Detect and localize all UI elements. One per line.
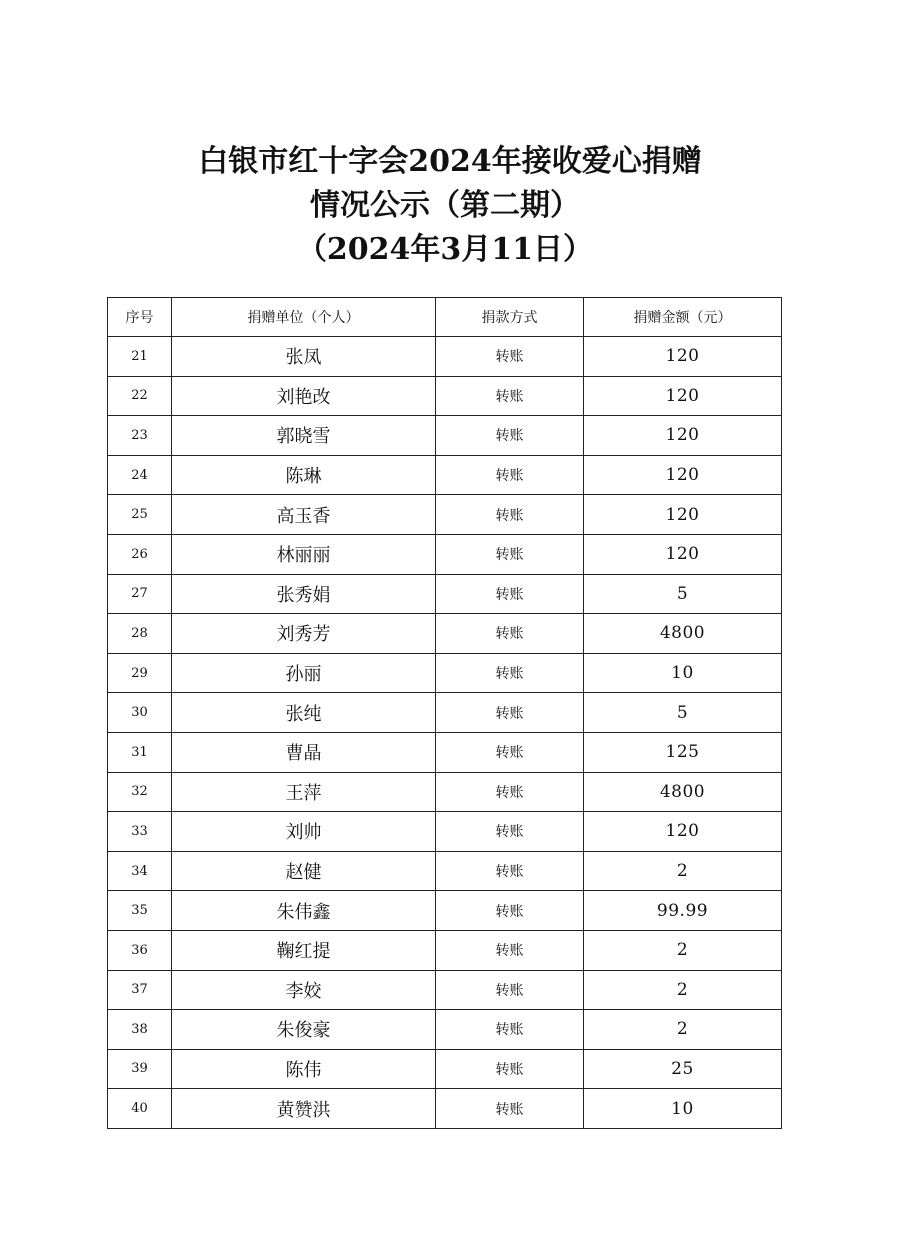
payment-method: 转账 <box>436 653 584 693</box>
row-number: 29 <box>108 653 172 693</box>
table-row <box>108 970 782 1010</box>
donor-name: 朱伟鑫 <box>172 891 436 931</box>
table-row <box>108 376 782 416</box>
donor-name: 李姣 <box>172 970 436 1010</box>
table-row <box>108 337 782 377</box>
row-number: 32 <box>108 772 172 812</box>
payment-method: 转账 <box>436 534 584 574</box>
row-number: 28 <box>108 614 172 654</box>
document-title <box>0 140 900 272</box>
row-number: 31 <box>108 732 172 772</box>
row-number: 26 <box>108 534 172 574</box>
row-number: 34 <box>108 851 172 891</box>
donation-amount: 5 <box>584 693 782 733</box>
row-number: 21 <box>108 337 172 377</box>
donor-name: 曹晶 <box>172 732 436 772</box>
donation-amount: 2 <box>584 970 782 1010</box>
donation-amount: 99.99 <box>584 891 782 931</box>
payment-method: 转账 <box>436 1049 584 1089</box>
donor-name: 鞠红提 <box>172 930 436 970</box>
row-number: 40 <box>108 1089 172 1129</box>
donation-amount: 120 <box>584 376 782 416</box>
row-number: 24 <box>108 455 172 495</box>
table-row <box>108 455 782 495</box>
row-number: 39 <box>108 1049 172 1089</box>
row-number: 37 <box>108 970 172 1010</box>
donor-name: 陈琳 <box>172 455 436 495</box>
payment-method: 转账 <box>436 495 584 535</box>
payment-method: 转账 <box>436 376 584 416</box>
row-number: 30 <box>108 693 172 733</box>
donation-amount: 2 <box>584 1010 782 1050</box>
payment-method: 转账 <box>436 614 584 654</box>
donation-amount: 120 <box>584 495 782 535</box>
payment-method: 转账 <box>436 930 584 970</box>
payment-method: 转账 <box>436 812 584 852</box>
table-row <box>108 732 782 772</box>
donation-amount: 10 <box>584 1089 782 1129</box>
title-line-2: 情况公示（第二期） <box>310 188 580 223</box>
payment-method: 转账 <box>436 416 584 456</box>
donation-table <box>107 297 782 1129</box>
donation-amount: 120 <box>584 534 782 574</box>
payment-method: 转账 <box>436 337 584 377</box>
donation-amount: 125 <box>584 732 782 772</box>
table-row <box>108 416 782 456</box>
donation-amount: 5 <box>584 574 782 614</box>
payment-method: 转账 <box>436 970 584 1010</box>
payment-method: 转账 <box>436 455 584 495</box>
donation-amount: 4800 <box>584 614 782 654</box>
table-row <box>108 574 782 614</box>
header-method: 捐款方式 <box>436 298 584 337</box>
donation-amount: 120 <box>584 455 782 495</box>
donation-amount: 25 <box>584 1049 782 1089</box>
payment-method: 转账 <box>436 1010 584 1050</box>
donor-name: 刘艳改 <box>172 376 436 416</box>
payment-method: 转账 <box>436 772 584 812</box>
table-row <box>108 891 782 931</box>
table-row <box>108 930 782 970</box>
payment-method: 转账 <box>436 851 584 891</box>
donation-amount: 4800 <box>584 772 782 812</box>
payment-method: 转账 <box>436 1089 584 1129</box>
donor-name: 郭晓雪 <box>172 416 436 456</box>
table-row <box>108 614 782 654</box>
donor-name: 张凤 <box>172 337 436 377</box>
payment-method: 转账 <box>436 693 584 733</box>
row-number: 27 <box>108 574 172 614</box>
donor-name: 高玉香 <box>172 495 436 535</box>
donor-name: 刘秀芳 <box>172 614 436 654</box>
table-row <box>108 772 782 812</box>
table-header-row <box>108 298 782 337</box>
donor-name: 林丽丽 <box>172 534 436 574</box>
donation-amount: 10 <box>584 653 782 693</box>
donation-amount: 120 <box>584 337 782 377</box>
donor-name: 刘帅 <box>172 812 436 852</box>
table-row <box>108 812 782 852</box>
donation-amount: 120 <box>584 416 782 456</box>
table-row <box>108 1010 782 1050</box>
payment-method: 转账 <box>436 732 584 772</box>
table-row <box>108 534 782 574</box>
table-row <box>108 851 782 891</box>
donor-name: 张纯 <box>172 693 436 733</box>
donor-name: 朱俊豪 <box>172 1010 436 1050</box>
row-number: 33 <box>108 812 172 852</box>
donor-name: 张秀娟 <box>172 574 436 614</box>
header-amount: 捐赠金额（元） <box>584 298 782 337</box>
table-row <box>108 1049 782 1089</box>
row-number: 36 <box>108 930 172 970</box>
header-donor: 捐赠单位（个人） <box>172 298 436 337</box>
donor-name: 赵健 <box>172 851 436 891</box>
table-row <box>108 1089 782 1129</box>
row-number: 35 <box>108 891 172 931</box>
title-line-3: （2024年3月11日） <box>296 232 594 267</box>
table-body <box>108 337 782 1129</box>
header-no: 序号 <box>108 298 172 337</box>
row-number: 23 <box>108 416 172 456</box>
donor-name: 王萍 <box>172 772 436 812</box>
table-row <box>108 495 782 535</box>
title-line-1: 白银市红十字会2024年接收爱心捐赠 <box>198 144 702 179</box>
donor-name: 孙丽 <box>172 653 436 693</box>
donation-amount: 120 <box>584 812 782 852</box>
donor-name: 陈伟 <box>172 1049 436 1089</box>
row-number: 22 <box>108 376 172 416</box>
donor-name: 黄赞洪 <box>172 1089 436 1129</box>
table-row <box>108 653 782 693</box>
row-number: 38 <box>108 1010 172 1050</box>
row-number: 25 <box>108 495 172 535</box>
donation-amount: 2 <box>584 930 782 970</box>
payment-method: 转账 <box>436 891 584 931</box>
table-row <box>108 693 782 733</box>
donation-amount: 2 <box>584 851 782 891</box>
payment-method: 转账 <box>436 574 584 614</box>
